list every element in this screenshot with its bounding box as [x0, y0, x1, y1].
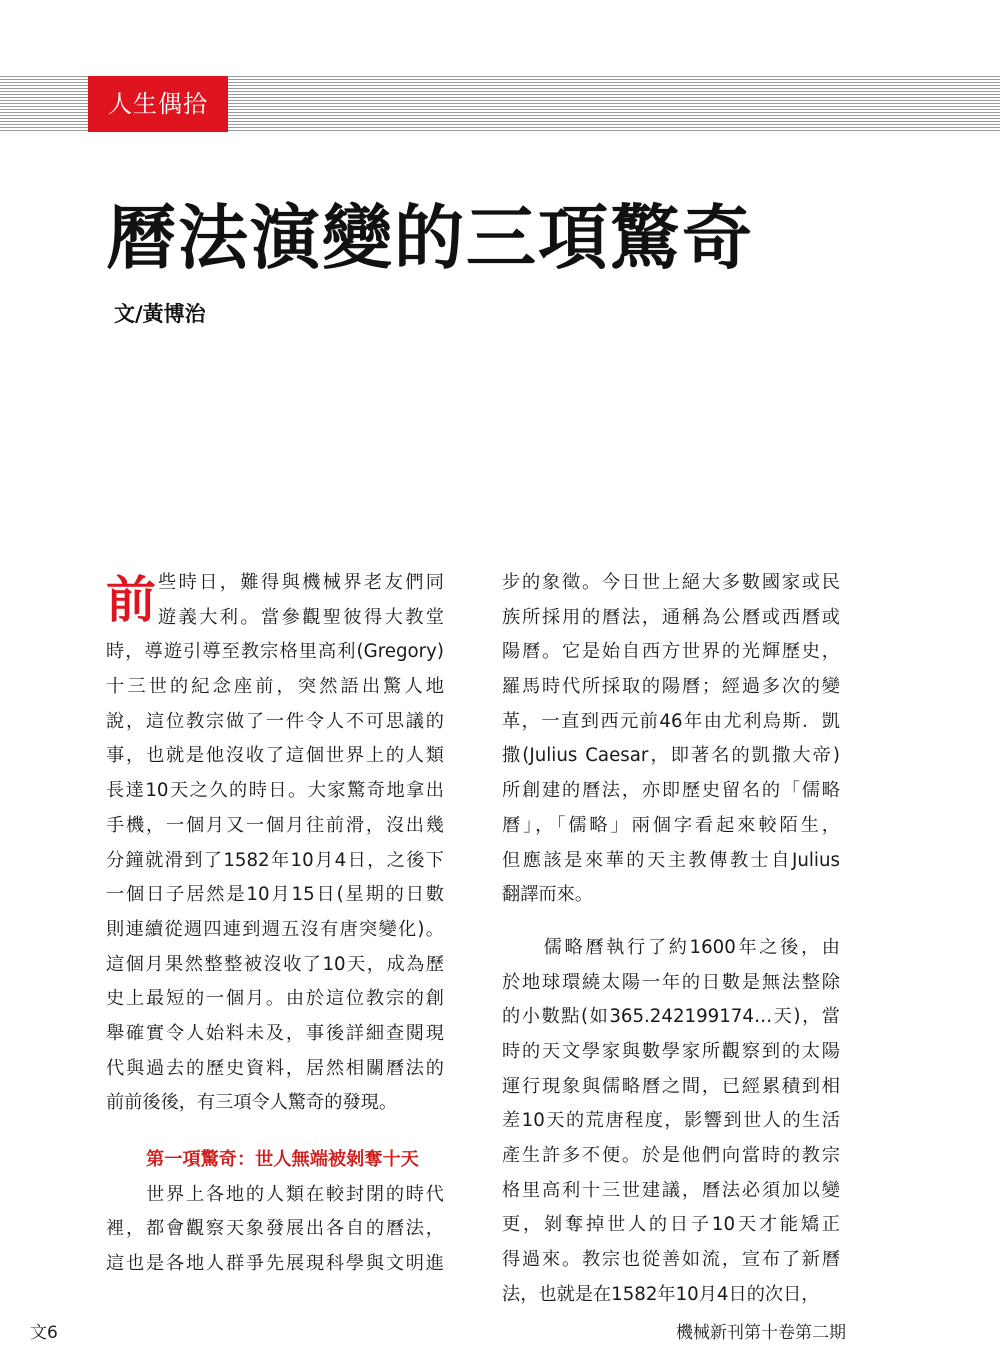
text-line: 於地球環繞太陽一年的日數是無法整除	[502, 971, 840, 993]
text-line: 儒略曆執行了約1600年之後，由	[502, 936, 840, 958]
text-line: 但應該是來華的天主教傳教士自Julius	[502, 849, 840, 871]
text-line: 族所採用的曆法，通稱為公曆或西曆或	[502, 606, 840, 628]
text-line: 撒(Julius Caesar，即著名的凱撒大帝)	[502, 745, 840, 767]
text-line: 史上最短的一個月。由於這位教宗的創	[106, 988, 444, 1010]
section-subheading: 第一項驚奇：世人無端被剝奪十天	[146, 1149, 419, 1170]
text-line: 時的天文學家與數學家所觀察到的太陽	[502, 1040, 840, 1062]
text-line: 世界上各地的人類在較封閉的時代	[106, 1183, 444, 1205]
text-line: 這也是各地人群爭先展現科學與文明進	[106, 1253, 444, 1275]
text-line: 更，剝奪掉世人的日子10天才能矯正	[502, 1214, 840, 1236]
text-line: 這個月果然整整被沒收了10天，成為歷	[106, 953, 444, 975]
text-line: 得過來。教宗也從善如流，宣布了新曆	[502, 1249, 840, 1271]
article-title: 曆法演變的三項驚奇	[106, 196, 754, 279]
text-line: 革，一直到西元前46年由尤利烏斯．凱	[502, 710, 840, 732]
text-line: 代與過去的歷史資料，居然相關曆法的	[106, 1057, 444, 1079]
text-line: 羅馬時代所採取的陽曆；經過多次的變	[502, 676, 840, 698]
text-line: 翻譯而來。	[502, 884, 593, 906]
text-line: 前前後後，有三項令人驚奇的發現。	[106, 1092, 398, 1114]
text-line: 遊義大利。當參觀聖彼得大教堂	[158, 606, 444, 628]
text-line: 事，也就是他沒收了這個世界上的人類	[106, 745, 444, 767]
text-line: 裡，都會觀察天象發展出各自的曆法，	[106, 1218, 444, 1240]
left-column	[106, 566, 444, 1282]
text-line: 十三世的紀念座前，突然語出驚人地	[106, 676, 444, 698]
text-line: 舉確實令人始料未及，事後詳細查閱現	[106, 1022, 444, 1044]
page-number: 文6	[30, 1323, 58, 1343]
text-line: 產生許多不便。於是他們向當時的教宗	[502, 1145, 840, 1166]
text-line: 分鐘就滑到了1582年10月4日，之後下	[106, 849, 444, 871]
text-line: 曆」，「儒略」兩個字看起來較陌生，	[502, 814, 840, 836]
text-line: 手機，一個月又一個月往前滑，沒出幾	[106, 814, 444, 836]
text-line: 時，導遊引導至教宗格里高利(Gregory)	[106, 641, 444, 663]
text-line: 差10天的荒唐程度，影響到世人的生活	[502, 1110, 840, 1132]
text-line: 一個日子居然是10月15日(星期的日數	[106, 884, 444, 906]
text-line: 的小數點(如365.242199174…天)，當	[502, 1006, 840, 1028]
text-line: 陽曆。它是始自西方世界的光輝歷史，	[502, 641, 840, 663]
text-line: 則連續從週四連到週五沒有唐突變化)。	[106, 918, 444, 940]
text-line: 格里高利十三世建議，曆法必須加以變	[502, 1179, 840, 1201]
section-tag: 人生偶拾	[88, 76, 228, 132]
opening-paragraph	[106, 566, 444, 1121]
text-line: 些時日，難得與機械界老友們同	[158, 572, 444, 593]
text-line: 長達10天之久的時日。大家驚奇地拿出	[106, 780, 444, 802]
right-column	[502, 566, 840, 1312]
text-line: 運行現象與儒略曆之間，已經累積到相	[502, 1075, 840, 1097]
text-line: 法，也就是在1582年10月4日的次日，	[502, 1283, 820, 1305]
text-line: 說，這位教宗做了一件令人不可思議的	[106, 710, 444, 732]
drop-cap: 前	[106, 571, 156, 629]
text-line: 步的象徵。今日世上絕大多數國家或民	[502, 572, 840, 593]
article-byline: 文/黃博治	[114, 302, 206, 326]
text-line: 所創建的曆法，亦即歷史留名的「儒略	[502, 780, 840, 802]
journal-name: 機械新刊第十卷第二期	[676, 1323, 846, 1343]
